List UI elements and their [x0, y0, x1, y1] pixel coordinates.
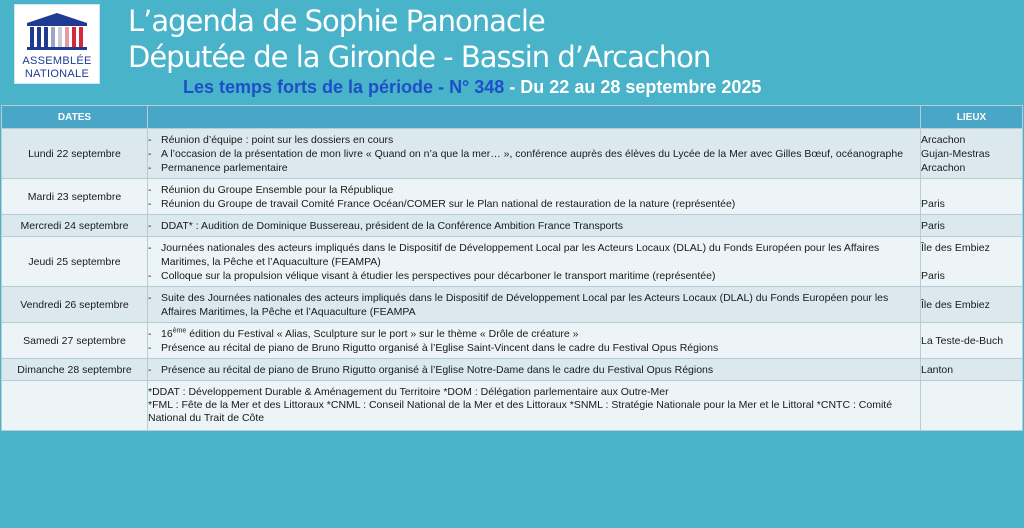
- row-places: [921, 323, 1023, 359]
- row-date: Mercredi 24 septembre: [2, 215, 148, 237]
- assemblee-building-icon: [23, 11, 91, 51]
- event-item: - Journées nationales des acteurs impliqués dans le Dispositif de Développement Local par les Acteurs Locaux (DLAL) du Fonds Européen pour les Affaires Maritimes, la Pêche et l’Aquaculture (FEAMPA): [148, 241, 880, 268]
- row-places: [921, 359, 1023, 381]
- legend-empty-cell: [921, 381, 1023, 431]
- event-item: - Présence au récital de piano de Bruno Rigutto organisé à l’Eglise Saint-Vincent dans le cadre du Festival Opus Régions: [148, 341, 719, 354]
- table-row: [2, 179, 1023, 215]
- row-events: [148, 323, 921, 359]
- row-events: [148, 215, 921, 237]
- table-row: [2, 287, 1023, 323]
- place-item: [921, 255, 1022, 269]
- place-item: Île des Embiez: [921, 241, 990, 254]
- place-item: Arcachon: [921, 133, 966, 146]
- row-places: [921, 215, 1023, 237]
- place-item: [921, 183, 1022, 197]
- event-item: - Permanence parlementaire: [148, 161, 288, 174]
- row-date: Jeudi 25 septembre: [2, 237, 148, 287]
- row-places: [921, 179, 1023, 215]
- place-item: Île des Embiez: [921, 298, 990, 311]
- event-item: - Présence au récital de piano de Bruno Rigutto organisé à l’Eglise Notre-Dame dans le cadre du Festival Opus Régions: [148, 363, 714, 376]
- table-row-legend: [2, 381, 1023, 431]
- row-events: [148, 359, 921, 381]
- column-header-places: LIEUX: [921, 106, 1023, 129]
- legend-line: *FML : Fête de la Mer et des Littoraux *CNML : Conseil National de la Mer et des Littoraux *SNML : Stratégie Nationale pour la Mer et le Littoral *CNTC : Comité National du Trait de Côte: [148, 399, 893, 424]
- table-row: [2, 129, 1023, 179]
- page-subtitle: [183, 77, 761, 98]
- page-title: L’agenda de Sophie Panonacle: [128, 4, 545, 38]
- row-date: Vendredi 26 septembre: [2, 287, 148, 323]
- place-item: Paris: [921, 269, 945, 282]
- event-item: - 16ème édition du Festival « Alias, Sculpture sur le port » sur le thème « Drôle de créature »: [148, 327, 579, 340]
- legend-empty-cell: [2, 381, 148, 431]
- logo-text-line1: ASSEMBLÉE: [22, 55, 92, 67]
- row-events: [148, 129, 921, 179]
- table-row: [2, 323, 1023, 359]
- table-row: [2, 237, 1023, 287]
- row-date: Mardi 23 septembre: [2, 179, 148, 215]
- row-places: [921, 129, 1023, 179]
- event-item: - Colloque sur la propulsion vélique visant à étudier les perspectives pour décarboner le transport maritime (représentée): [148, 269, 716, 282]
- assemblee-nationale-logo: [14, 4, 100, 84]
- logo-text-line2: NATIONALE: [24, 68, 90, 80]
- legend-line: *DDAT : Développement Durable & Aménagement du Territoire *DOM : Délégation parlementaire aux Outre-Mer: [148, 386, 669, 398]
- subtitle-separator: -: [504, 77, 521, 97]
- place-item: Paris: [921, 197, 945, 210]
- row-date: Lundi 22 septembre: [2, 129, 148, 179]
- column-header-events: [148, 106, 921, 129]
- row-events: [148, 179, 921, 215]
- place-item: Lanton: [921, 363, 954, 376]
- column-header-dates: DATES: [2, 106, 148, 129]
- row-date: Dimanche 28 septembre: [2, 359, 148, 381]
- abbreviation-legend: [148, 381, 921, 431]
- event-item: - Réunion du Groupe Ensemble pour la République: [148, 183, 394, 196]
- subtitle-dates: Du 22 au 28 septembre 2025: [520, 77, 762, 97]
- place-item: Arcachon: [921, 161, 966, 174]
- place-item: La Teste-de-Buch: [921, 334, 1004, 347]
- table-row: [2, 359, 1023, 381]
- row-places: [921, 287, 1023, 323]
- event-item: - Suite des Journées nationales des acteurs impliqués dans le Dispositif de Développement Local par les Acteurs Locaux (DLAL) du Fonds Européen pour les Affaires Maritimes, la Pêche et l’Aquaculture (FEAMPA: [148, 291, 889, 318]
- event-item: - Réunion d’équipe : point sur les dossiers en cours: [148, 133, 394, 146]
- table-header-row: [2, 106, 1023, 129]
- place-item: Paris: [921, 219, 945, 232]
- row-places: [921, 237, 1023, 287]
- row-events: [148, 287, 921, 323]
- subtitle-issue: Les temps forts de la période - N° 348: [183, 77, 505, 97]
- event-item: - DDAT* : Audition de Dominique Bussereau, président de la Conférence Ambition France Transports: [148, 219, 624, 232]
- place-item: Gujan-Mestras: [921, 147, 990, 160]
- event-item: - Réunion du Groupe de travail Comité France Océan/COMER sur le Plan national de restauration de la nature (représentée): [148, 197, 736, 210]
- page-title-line2: Députée de la Gironde - Bassin d’Arcachon: [128, 40, 711, 74]
- event-item: - A l’occasion de la présentation de mon livre « Quand on n’a que la mer… », conférence auprès des élèves du Lycée de la Mer avec Gilles Bœuf, océanographe: [148, 147, 904, 160]
- table-row: [2, 215, 1023, 237]
- row-events: [148, 237, 921, 287]
- row-date: Samedi 27 septembre: [2, 323, 148, 359]
- agenda-table: [1, 105, 1023, 431]
